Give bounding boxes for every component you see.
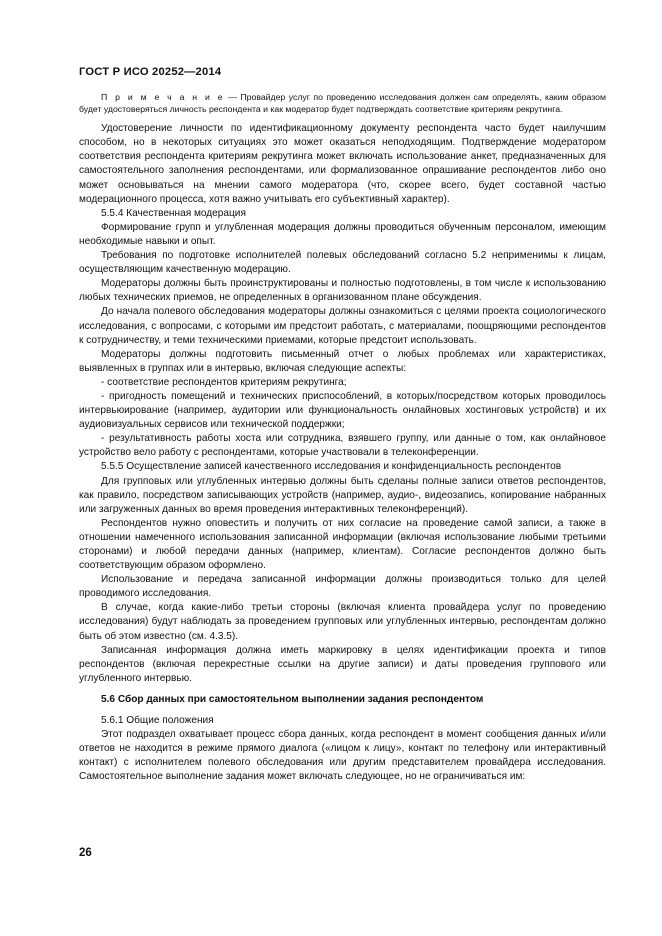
page-body [79, 92, 606, 785]
list-item: - соответствие респондентов критериям рекрутинга; [101, 376, 347, 388]
paragraph: Модераторы должны быть проинструктированы и полностью подготовлены, в том числе к использованию любых технических приемов, не определенных в организованном плане обсуждения. [79, 278, 606, 304]
standard-header: ГОСТ Р ИСО 20252—2014 [79, 66, 222, 78]
paragraph: Формирование групп и углубленная модерация должны проводиться обученным персоналом, имеющим необходимые навыки и опыт. [79, 221, 606, 247]
paragraph: Этот подраздел охватывает процесс сбора данных, когда респондент в момент сообщения данных и/или ответов не находится в режиме прямого диалога («лицом к лицу», контакт по телефону или интерактивный контакт) с исполнителем полевого обследования или другим представителем провайдера исследования. Самостоятельное выполнение задания может включать следующее, но не ограничиваться им: [79, 729, 606, 783]
paragraph: Использование и передача записанной информации должны производиться только для целей проводимого исследования. [79, 574, 606, 600]
paragraph: Удостоверение личности по идентификационному документу респондента часто будет наилучшим способом, но в некоторых ситуациях это может оказаться неподходящим. Подтверждение модератором соответствия респондента критериям рекрутинга может включать использование анкет, предназначенных для самостоятельного заполнения респондентами, или формализованное опрашивание респондентов либо оно может основываться на мнении самого модератора (что, скорее всего, будет составной частью модерационного процесса, хотя важно учитывать его субъективный характер). [79, 123, 606, 205]
note-dash: — [224, 92, 241, 102]
subsection-heading: 5.6.1 Общие положения [101, 715, 214, 727]
list-item: - результативность работы хоста или сотрудника, взявшего группу, или данные о том, как онлайновое устройство вело работу с респондентами, которые участвовали в телеконференции. [79, 433, 606, 459]
paragraph: Модераторы должны подготовить письменный отчет о любых проблемах или характеристиках, выявленных в группах или в интервью, включая следующие аспекты: [79, 348, 606, 374]
section-title: 5.6 Сбор данных при самостоятельном выполнении задания респондентом [101, 693, 484, 705]
paragraph: В случае, когда какие-либо третьи стороны (включая клиента провайдера услуг по проведению исследования) будут наблюдать за проведением групповых или углубленных интервью, респондентам должно быть об этом известно (см. 4.3.5). [79, 602, 606, 642]
section-heading: 5.5.5 Осуществление записей качественного исследования и конфиденциальность респондентов [101, 461, 562, 473]
list-item: - пригодность помещений и технических приспособлений, в которых/посредством которых проводилось интервьюирование (например, аудитории или функциональность онлайновых хостинговых устройств) и их аудиовизуальных сервисов или технической поддержки; [79, 390, 606, 431]
note-label: П р и м е ч а н и е [101, 92, 225, 102]
note-text: Провайдер услуг по проведению исследования должен сам определять, каким образом будет удостоверяться личность респондента и как модератор будет подтверждать соответствие критериям рекрутинга. [79, 92, 606, 114]
paragraph: До начала полевого обследования модераторы должны ознакомиться с целями проекта социологического исследования, с вопросами, с которыми им предстоит работать, с материалами, поощряющими респондентов к сотрудничеству, и теми техническими приемами, которые предстоит использовать. [79, 306, 606, 346]
section-heading: 5.5.4 Качественная модерация [101, 207, 246, 219]
page-number: 26 [79, 847, 92, 859]
paragraph: Для групповых или углубленных интервью должны быть сделаны полные записи ответов респондентов, как правило, посредством записывающих устройств (например, аудио-, видеозапись, копирование набранных или загруженных данных во время проведения интерактивных телеконференций). [79, 475, 606, 515]
paragraph: Записанная информация должна иметь маркировку в целях идентификации проекта и типов респондентов (включая перекрестные ссылки на другие записи) и даты проведения группового или углубленного интервью. [79, 644, 606, 684]
paragraph: Требования по подготовке исполнителей полевых обследований согласно 5.2 неприменимы к лицам, осуществляющим качественную модерацию. [79, 250, 606, 276]
paragraph: Респондентов нужно оповестить и получить от них согласие на проведение самой записи, а также в отношении намеченного использования записанной информации (включая использование любыми третьими сторонами) и любой передачи данных (например, клиентам). Согласие респондентов должно быть соответствующим образом оформлено. [79, 517, 606, 572]
note-paragraph [79, 92, 606, 115]
